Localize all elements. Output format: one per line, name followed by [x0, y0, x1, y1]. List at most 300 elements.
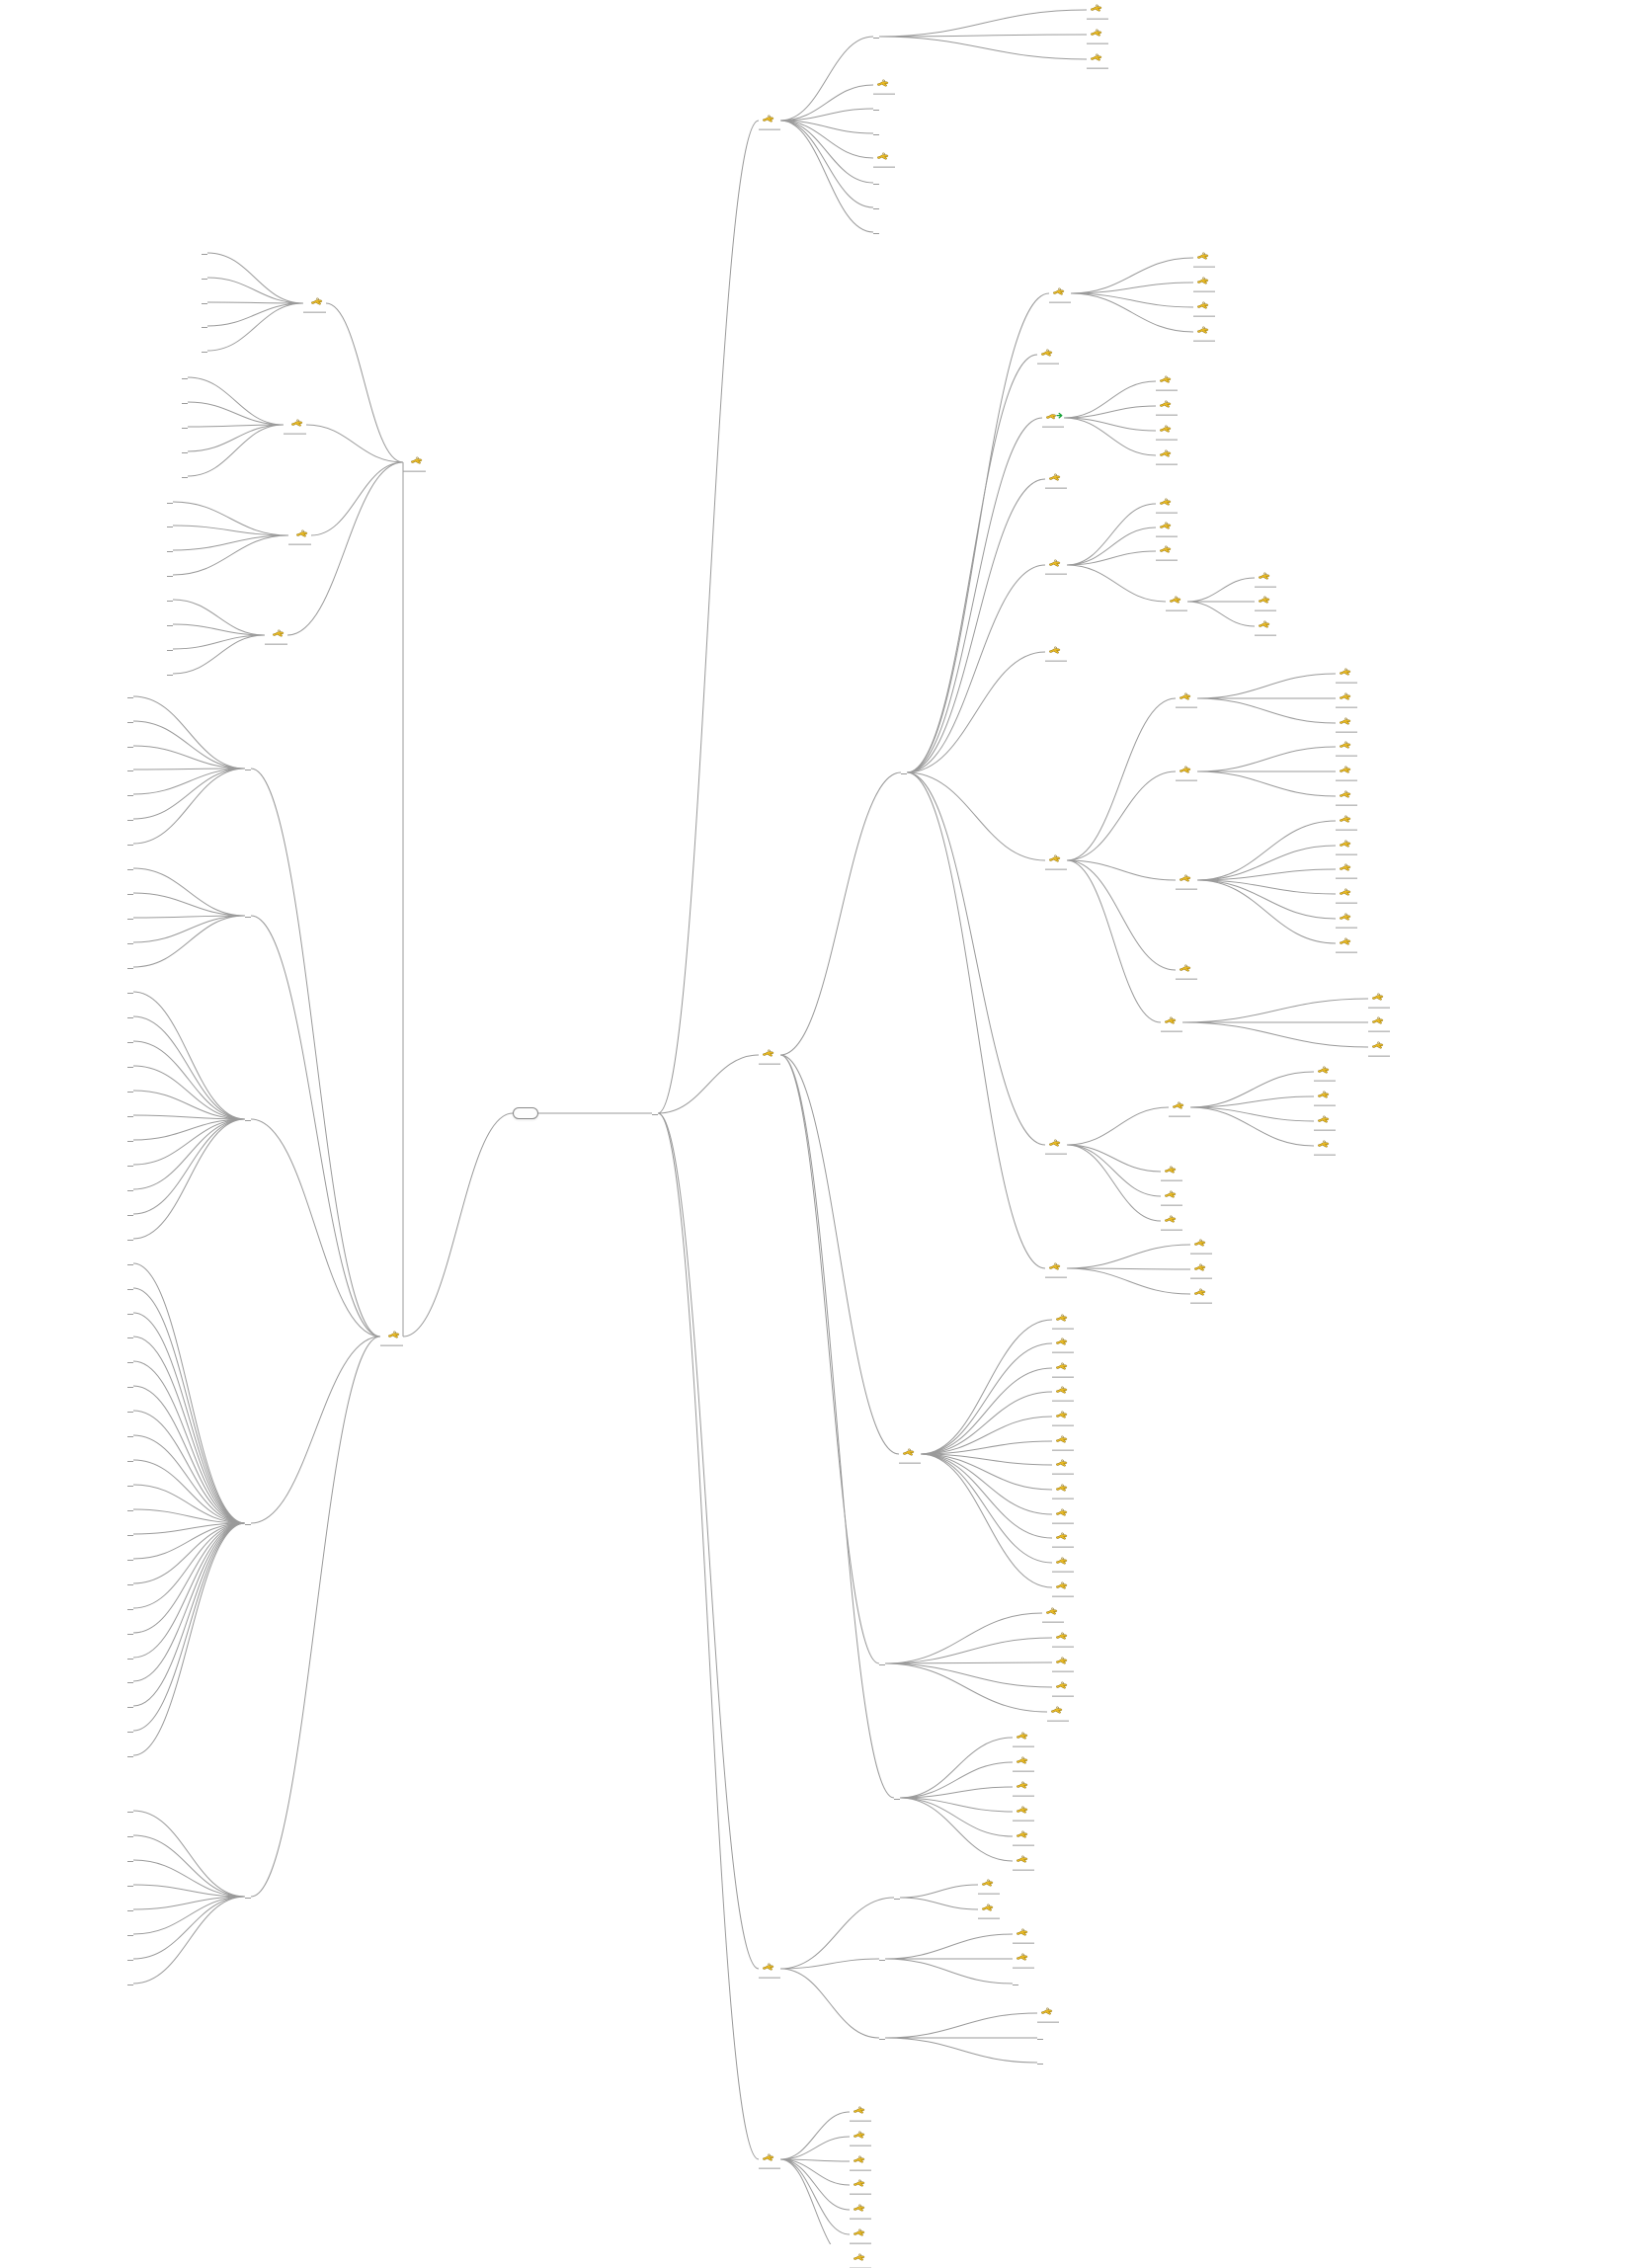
mindmap-node-eatingculture[interactable]: [1161, 1013, 1182, 1032]
mindmap-node-attractions[interactable]: [288, 526, 311, 545]
pointing-hand-icon: [1371, 1015, 1384, 1026]
pointing-hand-icon: [290, 418, 303, 429]
mindmap-node-hbeijing[interactable]: [1037, 2004, 1059, 2023]
pointing-hand-icon: [1317, 1065, 1330, 1076]
mindmap-node-literature[interactable]: [1045, 1259, 1067, 1278]
mindmap-node-silk[interactable]: [1052, 1335, 1074, 1353]
mindmap-node-shopping[interactable]: [127, 1557, 133, 1561]
mindmap-node-eating[interactable]: [127, 1483, 133, 1487]
mindmap-node-language[interactable]: [1042, 409, 1064, 428]
mindmap-node-whsites[interactable]: [167, 548, 173, 552]
mindmap-node-checklist[interactable]: [127, 916, 133, 920]
mindmap-node-langs[interactable]: [1156, 372, 1178, 391]
mindmap-node-islam[interactable]: [1193, 298, 1215, 317]
mindmap-node-buddhism[interactable]: [1193, 249, 1215, 268]
mindmap-node-arch_features[interactable]: [1156, 495, 1178, 514]
pointing-hand-icon: [1055, 1656, 1068, 1666]
mindmap-node-units[interactable]: [873, 205, 879, 209]
mindmap-node-gettingaround[interactable]: [245, 1117, 251, 1121]
mindmap-node-population[interactable]: [873, 149, 895, 168]
pointing-hand-icon: [853, 2130, 865, 2141]
pointing-hand-icon: [1193, 1262, 1206, 1273]
mindmap-node-noodles[interactable]: [1336, 665, 1357, 684]
mindmap-node-beijing[interactable]: [182, 375, 188, 379]
pointing-hand-icon: [1048, 1138, 1061, 1149]
mindmap-node-teaclass[interactable]: [1169, 1098, 1190, 1117]
mindmap-node-poetry[interactable]: [1190, 1285, 1212, 1304]
mindmap-node-disabled[interactable]: [127, 719, 133, 723]
pointing-hand-icon: [1196, 276, 1209, 286]
pointing-hand-icon: [981, 1878, 994, 1889]
mindmap-node-transport[interactable]: [127, 990, 133, 994]
pointing-hand-icon: [1339, 765, 1351, 775]
mindmap-node-bizhours[interactable]: [873, 230, 879, 234]
mindmap-node-foodmenu[interactable]: [1176, 871, 1197, 890]
mindmap-node-kids[interactable]: [127, 694, 133, 698]
pointing-hand-icon: [1317, 1090, 1330, 1100]
pointing-hand-icon: [1055, 1631, 1068, 1642]
mindmap-node-etiquette[interactable]: [127, 1384, 133, 1388]
mindmap-node-dining[interactable]: [1368, 1013, 1390, 1032]
pointing-hand-icon: [1048, 1261, 1061, 1272]
pointing-hand-icon: [1048, 558, 1061, 569]
mindmap-node-money[interactable]: [127, 1311, 133, 1315]
mindmap-node-tofu[interactable]: [1336, 689, 1357, 708]
mindmap-node-vegetarian[interactable]: [1336, 860, 1357, 879]
mindmap-node-citydots[interactable]: [182, 474, 188, 478]
pointing-hand-icon: [1090, 3, 1102, 14]
mindmap-node-publichealth[interactable]: [127, 1606, 133, 1610]
green-arrow-icon: [1045, 411, 1058, 422]
mindmap-node-brushwork[interactable]: [879, 1661, 885, 1665]
mindmap-node-foodtypes[interactable]: [1176, 689, 1197, 708]
mindmap-node-hostguest[interactable]: [127, 1335, 133, 1338]
pointing-hand-icon: [853, 2228, 865, 2238]
mindmap-node-reprocessed[interactable]: [1314, 1137, 1336, 1156]
pointing-hand-icon: [853, 2203, 865, 2214]
mindmap-node-citymaps[interactable]: [167, 622, 173, 626]
pointing-hand-icon: [1193, 1287, 1206, 1298]
mindmap-node-airports[interactable]: [127, 1089, 133, 1093]
mindmap-node-chinamaps[interactable]: [127, 1858, 133, 1862]
mindmap-node-mountains[interactable]: [167, 500, 173, 504]
mindmap-node-cloisonne[interactable]: [1052, 1432, 1074, 1451]
mindmap-node-confucious[interactable]: [1013, 1950, 1034, 1969]
pointing-hand-icon: [1050, 1705, 1063, 1716]
mindmap-node-umbrellas[interactable]: [1052, 1554, 1074, 1573]
pointing-hand-icon: [1193, 1238, 1206, 1249]
pointing-hand-icon: [1339, 839, 1351, 850]
mindmap-node-architecture[interactable]: [1045, 556, 1067, 575]
mindmap-node-holidays[interactable]: [873, 181, 879, 185]
mindmap-node-student[interactable]: [127, 744, 133, 748]
mindmap-node-tradfest[interactable]: [850, 2226, 871, 2244]
mindmap-node-hxian[interactable]: [1037, 2061, 1043, 2065]
mindmap-node-chinesehistory[interactable]: [759, 1960, 780, 1979]
mindmap-node-about[interactable]: [652, 1111, 658, 1115]
mindmap-node-flag[interactable]: [1087, 1, 1108, 20]
pointing-hand-icon: [762, 114, 774, 124]
mindmap-node-insurance[interactable]: [127, 965, 133, 969]
mindmap-node-qin[interactable]: [978, 1901, 1000, 1919]
mindmap-node-yunnan[interactable]: [202, 300, 207, 304]
mindmap-node-westlake[interactable]: [1314, 1112, 1336, 1131]
pointing-hand-icon: [1339, 667, 1351, 678]
mindmap-node-beforeyougo[interactable]: [245, 914, 251, 918]
pointing-hand-icon: [1169, 595, 1181, 606]
mindmap-node-figdots[interactable]: [1013, 1982, 1018, 1985]
mindmap-node-worldheritage[interactable]: [1045, 643, 1067, 662]
pointing-hand-icon: [1040, 2006, 1053, 2017]
mindmap-node-hotpot[interactable]: [1336, 714, 1357, 733]
pointing-hand-icon: [1317, 1114, 1330, 1125]
mindmap-node-ticketoffices[interactable]: [127, 1187, 133, 1191]
mindmap-node-tourismfest[interactable]: [850, 2201, 871, 2220]
pointing-hand-icon: [1016, 1805, 1028, 1816]
pointing-hand-icon: [1055, 1313, 1068, 1324]
pointing-hand-icon: [1055, 1556, 1068, 1567]
mindmap-node-gardens[interactable]: [1166, 593, 1187, 611]
mindmap-node-senior2[interactable]: [127, 842, 133, 846]
pointing-hand-icon: [1055, 1580, 1068, 1591]
mindmap-node-healthy[interactable]: [127, 1631, 133, 1635]
pointing-hand-icon: [1339, 691, 1351, 702]
mindmap-node-seals[interactable]: [1052, 1678, 1074, 1697]
mindmap-node-orderfood[interactable]: [127, 1507, 133, 1511]
pointing-hand-icon: [1159, 448, 1172, 459]
pointing-hand-icon: [1339, 814, 1351, 825]
pointing-hand-icon: [853, 2178, 865, 2189]
mindmap-node-customs[interactable]: [127, 1212, 133, 1216]
mindmap-node-xian[interactable]: [182, 425, 188, 429]
pointing-hand-icon: [1258, 619, 1270, 630]
mindmap-node-zipcode[interactable]: [127, 1932, 133, 1936]
pointing-hand-icon: [853, 2252, 865, 2263]
mindmap-node-converter[interactable]: [127, 1907, 133, 1911]
mindmap-node-oddsends[interactable]: [1368, 990, 1390, 1009]
mindmap-node-visa[interactable]: [127, 866, 133, 870]
mindmap-node-embelm[interactable]: [1087, 50, 1108, 69]
mindmap-node-chinesefood[interactable]: [1045, 851, 1067, 870]
mindmap-node-wheninchina[interactable]: [245, 1521, 251, 1525]
mindmap-node-mustsees[interactable]: [127, 1261, 133, 1265]
mindmap-node-flights[interactable]: [127, 1064, 133, 1068]
pointing-hand-icon: [1055, 1680, 1068, 1691]
mindmap-node-devchina[interactable]: [873, 76, 895, 95]
mindmap-node-kites[interactable]: [1052, 1481, 1074, 1499]
mindmap-node-keepintouch[interactable]: [127, 1656, 133, 1660]
mindmap-node-kungfu[interactable]: [1013, 1729, 1034, 1747]
mindmap-node-ethnic[interactable]: [1037, 346, 1059, 364]
mindmap-node-roastduck[interactable]: [1336, 812, 1357, 831]
pointing-hand-icon: [1159, 497, 1172, 508]
pointing-hand-icon: [272, 628, 285, 639]
mindmap-node-furniture[interactable]: [1052, 1456, 1074, 1475]
mindmap-node-whattopack[interactable]: [127, 940, 133, 944]
mindmap-node-safety[interactable]: [127, 1359, 133, 1363]
mindmap-node-knowbefore[interactable]: [127, 891, 133, 895]
mindmap-node-lithistory[interactable]: [1190, 1236, 1212, 1255]
mindmap-node-traintravel[interactable]: [127, 1138, 133, 1142]
mindmap-node-painting[interactable]: [1052, 1654, 1074, 1672]
mindmap-node-usefultools[interactable]: [245, 1895, 251, 1899]
mindmap-node-tipping[interactable]: [127, 1581, 133, 1585]
mindmap-node-teahistory[interactable]: [1161, 1187, 1182, 1206]
mindmap-node-puppetplays[interactable]: [1013, 1852, 1034, 1871]
mindmap-node-eightdishes[interactable]: [1336, 910, 1357, 929]
pointing-hand-icon: [1179, 765, 1191, 775]
mindmap-node-teatips[interactable]: [1161, 1212, 1182, 1231]
pointing-hand-icon: [876, 151, 889, 162]
mindmap-node-papercuts[interactable]: [1052, 1529, 1074, 1548]
mindmap-node-fourtreasures[interactable]: [1042, 1604, 1064, 1623]
mindmap-node-caocao[interactable]: [1013, 1925, 1034, 1944]
pointing-hand-icon: [1048, 853, 1061, 864]
pointing-hand-icon: [1016, 1927, 1028, 1938]
mindmap-node-opera[interactable]: [1013, 1778, 1034, 1797]
mindmap-node-abcs[interactable]: [127, 1753, 133, 1757]
pointing-hand-icon: [1055, 1434, 1068, 1445]
mindmap-node-phone[interactable]: [127, 1433, 133, 1437]
mindmap-node-symbols[interactable]: [873, 35, 879, 39]
pointing-hand-icon: [876, 78, 889, 89]
pointing-hand-icon: [853, 2154, 865, 2165]
mindmap-node-photography[interactable]: [127, 1679, 133, 1683]
mindmap-node-chinafacts[interactable]: [759, 112, 780, 130]
pointing-hand-icon: [1052, 286, 1065, 297]
pointing-hand-icon: [762, 1962, 774, 1973]
pointing-hand-icon: [1055, 1361, 1068, 1372]
pointing-hand-icon: [1055, 1385, 1068, 1396]
mindmap-node-crafts[interactable]: [899, 1445, 921, 1464]
mindmap-node-g_history[interactable]: [1255, 569, 1276, 588]
mindmap-node-religions[interactable]: [1049, 284, 1071, 303]
mindmap-node-heritage[interactable]: [901, 770, 907, 774]
mindmap-node-chuan[interactable]: [1336, 738, 1357, 757]
mindmap-node-ancientmaps[interactable]: [167, 672, 173, 676]
pointing-hand-icon: [1179, 691, 1191, 702]
pointing-hand-icon: [1016, 1731, 1028, 1742]
pointing-hand-icon: [1339, 912, 1351, 923]
mindmap-node-guilin[interactable]: [182, 449, 188, 453]
mindmap-node-medicinalfood[interactable]: [1336, 885, 1357, 904]
mindmap-node-cooking[interactable]: [1176, 961, 1197, 980]
mindmap-node-regional[interactable]: [1176, 763, 1197, 781]
pointing-hand-icon: [1339, 789, 1351, 800]
mindmap-node-guidebook[interactable]: [380, 1328, 403, 1346]
pointing-hand-icon: [1055, 1531, 1068, 1542]
mindmap-node-timediff[interactable]: [127, 1957, 133, 1961]
mindmap-node-glbt[interactable]: [127, 792, 133, 796]
pointing-hand-icon: [1258, 595, 1270, 606]
mindmap-node-seating[interactable]: [1368, 1038, 1390, 1057]
mindmap-node-majorcities[interactable]: [879, 2036, 885, 2040]
mindmap-node-proverbs[interactable]: [1156, 446, 1178, 465]
mindmap-node-railway[interactable]: [127, 1163, 133, 1167]
mindmap-node-root[interactable]: [513, 1107, 538, 1119]
pointing-hand-icon: [1055, 1458, 1068, 1469]
mindmap-node-performing[interactable]: [894, 1796, 900, 1800]
pointing-hand-icon: [762, 2152, 774, 2163]
mindmap-node-accommodation[interactable]: [127, 1532, 133, 1536]
mindmap-node-foreignfest[interactable]: [850, 2128, 871, 2146]
mindmap-node-newyearfood[interactable]: [1336, 837, 1357, 855]
mindmap-node-living[interactable]: [873, 131, 879, 135]
pointing-hand-icon: [1196, 251, 1209, 262]
mindmap-node-luggage[interactable]: [127, 1237, 133, 1241]
pointing-hand-icon: [1016, 1780, 1028, 1791]
mindmap-node-parks[interactable]: [167, 524, 173, 527]
pointing-hand-icon: [310, 296, 323, 307]
mindmap-node-g_features[interactable]: [1255, 593, 1276, 611]
pointing-hand-icon: [1179, 873, 1191, 884]
mindmap-node-chars[interactable]: [1156, 397, 1178, 416]
mindmap-node-cities[interactable]: [284, 416, 306, 435]
mindmap-node-events[interactable]: [850, 2103, 871, 2122]
mindmap-node-sports[interactable]: [850, 2176, 871, 2195]
mindmap-node-chinesetea[interactable]: [1045, 1136, 1067, 1155]
mindmap-node-tang[interactable]: [978, 1876, 1000, 1895]
mindmap-node-minority[interactable]: [850, 2152, 871, 2171]
pointing-hand-icon: [1172, 1100, 1184, 1111]
mindmap-node-knots[interactable]: [1052, 1408, 1074, 1426]
mindmap-node-trainsearch[interactable]: [127, 1113, 133, 1117]
pointing-hand-icon: [410, 455, 423, 466]
mindmap-node-provinces[interactable]: [303, 294, 326, 313]
mindmap-node-teaart[interactable]: [1161, 1163, 1182, 1181]
mindmap-node-medicine[interactable]: [1045, 470, 1067, 489]
mindmap-node-shanghai[interactable]: [182, 400, 188, 404]
mindmap-node-greentea[interactable]: [1314, 1063, 1336, 1082]
mindmap-node-prose[interactable]: [1190, 1260, 1212, 1279]
pointing-hand-icon: [1164, 1214, 1177, 1225]
mindmap-node-jade[interactable]: [1052, 1579, 1074, 1597]
mindmap-node-solarterms[interactable]: [850, 2250, 871, 2268]
mindmap-node-lucky[interactable]: [127, 1729, 133, 1733]
mindmap-node-blacktea[interactable]: [1314, 1088, 1336, 1106]
mindmap-node-embroidery[interactable]: [1052, 1359, 1074, 1378]
pointing-hand-icon: [1317, 1139, 1330, 1150]
mindmap-node-around[interactable]: [127, 1014, 133, 1018]
mindmap-node-calligraphy[interactable]: [1052, 1629, 1074, 1648]
pointing-hand-icon: [853, 2105, 865, 2116]
pointing-hand-icon: [1016, 1854, 1028, 1865]
mindmap-node-anthem[interactable]: [1087, 26, 1108, 44]
pointing-hand-icon: [1016, 1755, 1028, 1766]
mindmap-node-xinjiang[interactable]: [202, 324, 207, 328]
mindmap-node-currency[interactable]: [1052, 1311, 1074, 1330]
mindmap-node-weather[interactable]: [127, 1883, 133, 1887]
mindmap-node-women[interactable]: [127, 768, 133, 771]
mindmap-node-christianity[interactable]: [1193, 323, 1215, 342]
mindmap-node-chineseculture[interactable]: [759, 1046, 780, 1065]
mindmap-node-provdots[interactable]: [202, 349, 207, 353]
mindmap-node-economy[interactable]: [873, 107, 879, 111]
pointing-hand-icon: [1048, 472, 1061, 483]
pointing-hand-icon: [1040, 348, 1053, 359]
mindmap-node-attdots[interactable]: [167, 573, 173, 577]
pointing-hand-icon: [1196, 300, 1209, 311]
pointing-hand-icon: [1179, 963, 1191, 974]
mindmap-node-acrobatics[interactable]: [1013, 1753, 1034, 1772]
pointing-hand-icon: [1164, 1015, 1177, 1026]
pointing-hand-icon: [1339, 936, 1351, 947]
pointing-hand-icon: [1339, 887, 1351, 898]
mindmap-node-folkdance[interactable]: [1013, 1803, 1034, 1822]
mindmap-node-cantonese[interactable]: [1336, 763, 1357, 781]
pointing-hand-icon: [1258, 571, 1270, 582]
mindmap-node-tibet[interactable]: [202, 276, 207, 280]
mindmap-node-mapsofchina[interactable]: [167, 598, 173, 602]
mindmap-node-famousfigures[interactable]: [879, 1957, 885, 1961]
pointing-hand-icon: [1016, 1952, 1028, 1963]
pointing-hand-icon: [1371, 1040, 1384, 1051]
pointing-hand-icon: [1055, 1410, 1068, 1420]
pointing-hand-icon: [762, 1048, 774, 1059]
mindmap-node-arch_examples[interactable]: [1156, 519, 1178, 537]
mindmap-node-destinations[interactable]: [403, 453, 426, 472]
mindmap-node-learning[interactable]: [127, 1809, 133, 1813]
mindmap-node-writing[interactable]: [1156, 422, 1178, 441]
pointing-hand-icon: [1159, 374, 1172, 385]
mindmap-node-knowyourself[interactable]: [245, 767, 251, 770]
pointing-hand-icon: [1055, 1507, 1068, 1518]
pointing-hand-icon: [1339, 862, 1351, 873]
mindmap-node-phrasebook[interactable]: [127, 1833, 133, 1837]
pointing-hand-icon: [1055, 1483, 1068, 1494]
pointing-hand-icon: [1045, 1606, 1058, 1617]
pointing-hand-icon: [1016, 1829, 1028, 1840]
mindmap-node-maps[interactable]: [265, 626, 287, 645]
pointing-hand-icon: [1090, 52, 1102, 63]
mindmap-node-dynasties[interactable]: [894, 1896, 900, 1900]
mindmap-node-lu[interactable]: [1336, 787, 1357, 806]
mindmap-node-embassies[interactable]: [127, 1982, 133, 1985]
pointing-hand-icon: [1055, 1336, 1068, 1347]
pointing-hand-icon: [295, 528, 308, 539]
pointing-hand-icon: [1164, 1165, 1177, 1175]
mindmap-node-arch_modern[interactable]: [1156, 542, 1178, 561]
pointing-hand-icon: [1159, 521, 1172, 531]
mindmap-node-guangdong[interactable]: [202, 251, 207, 255]
pointing-hand-icon: [1339, 740, 1351, 751]
pointing-hand-icon: [981, 1903, 994, 1913]
mindmap-node-shadowplays[interactable]: [1013, 1827, 1034, 1846]
mindmap-node-airlines[interactable]: [127, 1039, 133, 1043]
mindmap-node-diyrecipes[interactable]: [1336, 934, 1357, 953]
mindmap-node-lanterns[interactable]: [1052, 1383, 1074, 1402]
mindmap-node-tourism[interactable]: [127, 1409, 133, 1413]
pointing-hand-icon: [1371, 992, 1384, 1003]
pointing-hand-icon: [1196, 325, 1209, 336]
mindmap-node-batik[interactable]: [1047, 1703, 1069, 1722]
mindmap-node-communicate[interactable]: [127, 1286, 133, 1290]
mindmap-node-festivals[interactable]: [759, 2150, 780, 2169]
mindmap-node-taoism[interactable]: [1193, 274, 1215, 292]
mindmap-node-bonsai[interactable]: [1052, 1505, 1074, 1524]
pointing-hand-icon: [902, 1447, 915, 1458]
pointing-hand-icon: [1048, 645, 1061, 656]
mindmap-node-hshanghai[interactable]: [1037, 2036, 1043, 2040]
mindmap-node-wifi[interactable]: [127, 1458, 133, 1462]
mindmap-node-emergencies[interactable]: [127, 1704, 133, 1708]
mindmap-node-senior1[interactable]: [127, 817, 133, 821]
pointing-hand-icon: [1159, 399, 1172, 410]
pointing-hand-icon: [1164, 1189, 1177, 1200]
pointing-hand-icon: [1159, 544, 1172, 555]
mindmap-node-provmaps[interactable]: [167, 647, 173, 651]
mindmap-node-g_famous[interactable]: [1255, 617, 1276, 636]
